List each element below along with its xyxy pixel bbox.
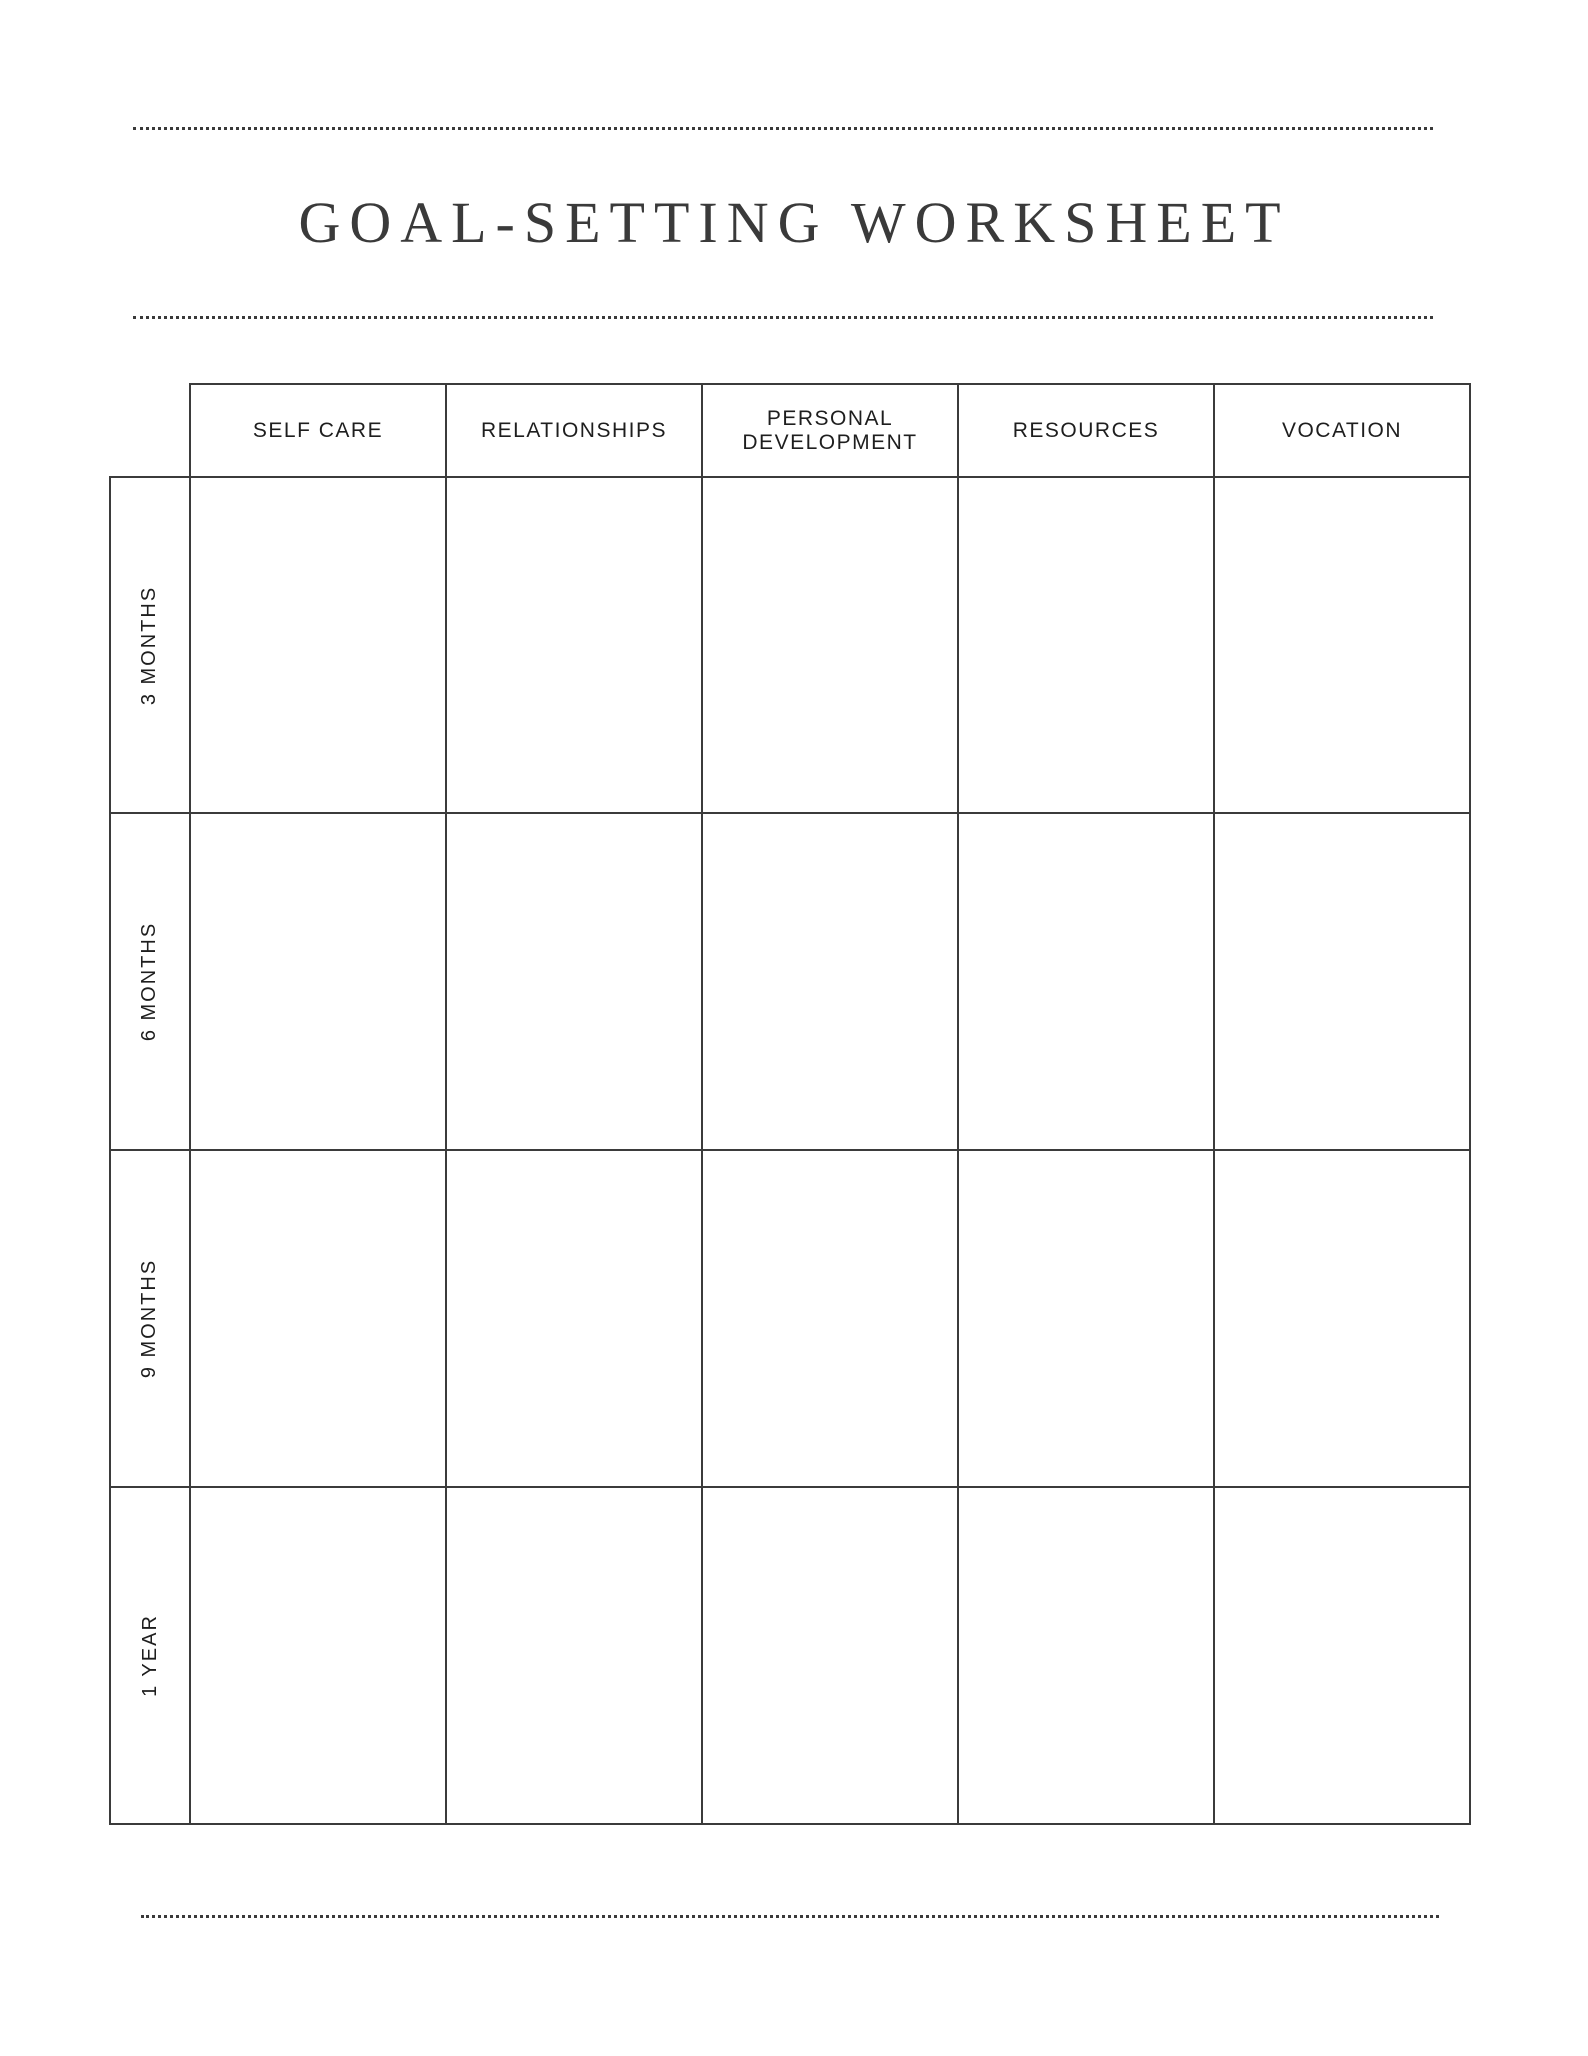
goal-cell-3-months-self-care[interactable] [189, 476, 447, 814]
bottom-dotted-divider [141, 1915, 1439, 1918]
goal-cell-6-months-personal-development[interactable] [701, 812, 959, 1151]
column-header-resources [957, 383, 1215, 478]
column-header-label: VOCATION [1281, 418, 1403, 442]
goal-cell-3-months-resources[interactable] [957, 476, 1215, 814]
goal-cell-1-year-personal-development[interactable] [701, 1486, 959, 1825]
column-header-relationships [445, 383, 703, 478]
goal-cell-9-months-relationships[interactable] [445, 1149, 703, 1488]
goal-cell-1-year-self-care[interactable] [189, 1486, 447, 1825]
row-header-label: 6 MONTHS [138, 921, 161, 1042]
row-header-label: 3 MONTHS [138, 585, 161, 705]
column-header-vocation [1213, 383, 1471, 478]
goal-cell-6-months-vocation[interactable] [1213, 812, 1471, 1151]
column-header-self-care [189, 383, 447, 478]
row-header-9-months [109, 1149, 191, 1488]
goal-cell-3-months-relationships[interactable] [445, 476, 703, 814]
goal-cell-6-months-resources[interactable] [957, 812, 1215, 1151]
title-dotted-divider [133, 316, 1433, 319]
row-header-6-months [109, 812, 191, 1151]
goal-cell-3-months-personal-development[interactable] [701, 476, 959, 814]
goal-cell-1-year-relationships[interactable] [445, 1486, 703, 1825]
column-header-label: PERSONAL DEVELOPMENT [742, 406, 918, 454]
goal-cell-6-months-self-care[interactable] [189, 812, 447, 1151]
goal-cell-9-months-personal-development[interactable] [701, 1149, 959, 1488]
goal-cell-9-months-self-care[interactable] [189, 1149, 447, 1488]
goal-cell-9-months-vocation[interactable] [1213, 1149, 1471, 1488]
page-title: GOAL-SETTING WORKSHEET [298, 190, 1290, 255]
column-header-label: RELATIONSHIPS [481, 418, 667, 442]
row-header-1-year [109, 1486, 191, 1825]
column-header-label: RESOURCES [1012, 418, 1160, 442]
row-header-label: 9 MONTHS [138, 1258, 161, 1379]
goal-cell-9-months-resources[interactable] [957, 1149, 1215, 1488]
row-header-label: 1 YEAR [138, 1614, 161, 1697]
row-header-3-months [109, 476, 191, 814]
goal-cell-1-year-resources[interactable] [957, 1486, 1215, 1825]
goal-cell-3-months-vocation[interactable] [1213, 476, 1471, 814]
column-header-label: SELF CARE [252, 418, 384, 442]
top-dotted-divider [133, 127, 1433, 130]
goal-cell-6-months-relationships[interactable] [445, 812, 703, 1151]
goal-cell-1-year-vocation[interactable] [1213, 1486, 1471, 1825]
column-header-personal-development [701, 383, 959, 478]
